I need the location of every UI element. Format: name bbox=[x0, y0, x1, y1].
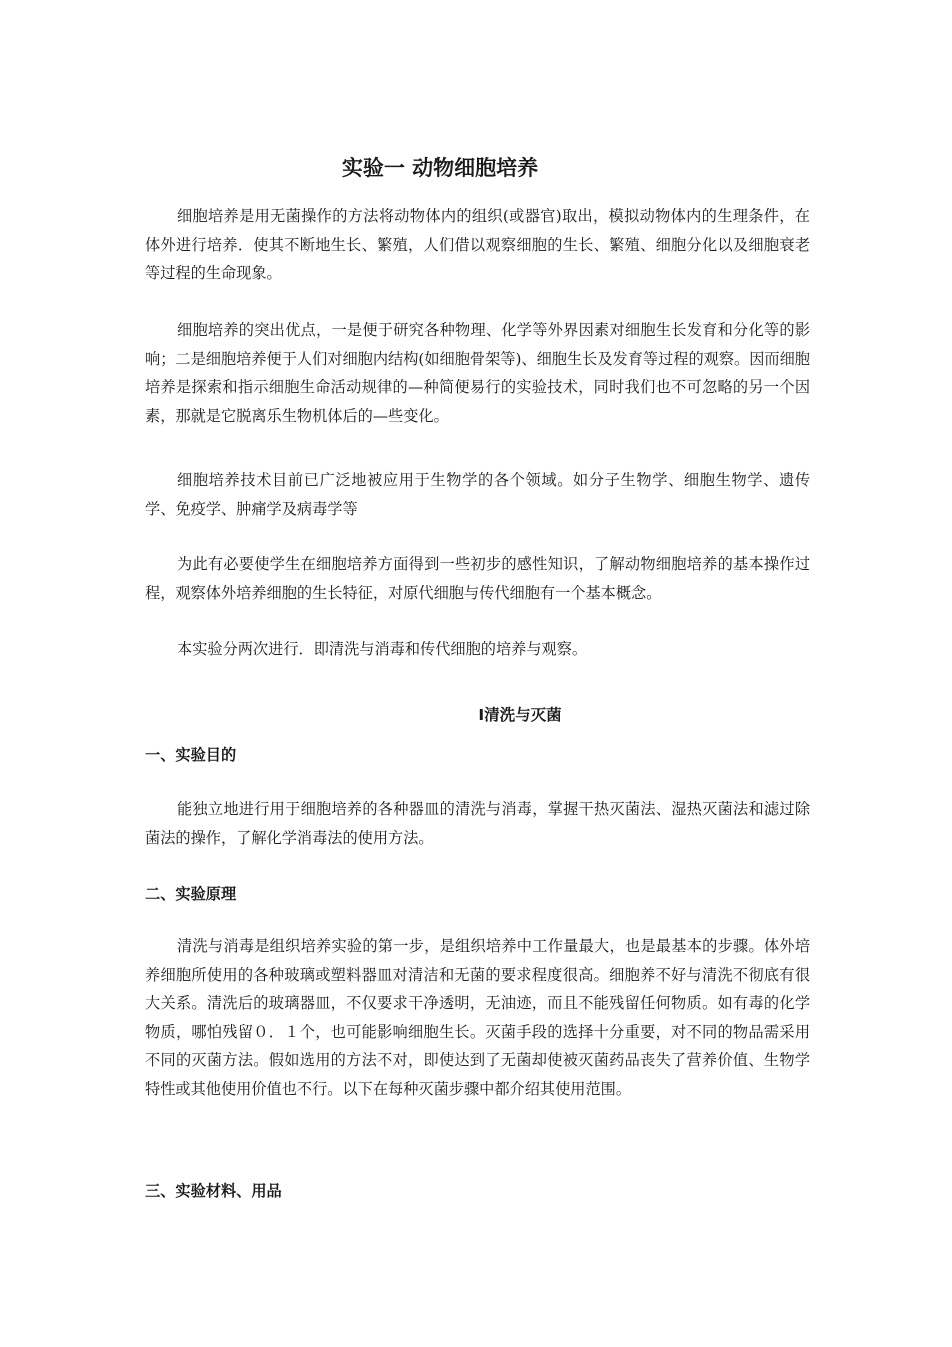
intro-paragraph-2: 细胞培养的突出优点，一是便于研究各种物理、化学等外界因素对细胞生长发育和分化等的影响；二是细胞培养便于人们对细胞内结构(如细胞骨架等)、细胞生长及发育等过程的观察。因而细胞培养是探索和指示细胞生命活动规律的—种简便易行的实验技术，同时我们也不可忽略的另一个因素，那就是它脱离乐生物机体后的—些变化。 bbox=[145, 321, 810, 425]
subsection-text-principle: 清洗与消毒是组织培养实验的第一步，是组织培养中工作量最大，也是最基本的步骤。体外培养细胞所使用的各种玻璃或塑料器皿对清洁和无菌的要求程度很高。细胞养不好与清洗不彻底有很大关系。清洗后的玻璃器皿，不仅要求干净透明，无油迹，而且不能残留任何物质。如有毒的化学物质，哪怕残留０．１个，也可能影响细胞生长。灭菌手段的选择十分重要，对不同的物品需采用不同的灭菌方法。假如选用的方法不对，即使达到了无菌却使被灭菌药品丧失了营养价值、生物学特性或其他使用价值也不行。以下在每种灭菌步骤中都介绍其使用范围。 bbox=[145, 937, 810, 1098]
intro-paragraph-5: 本实验分两次进行．即清洗与消毒和传代细胞的培养与观察。 bbox=[177, 640, 588, 658]
subsection-heading-purpose: 一、实验目的 bbox=[145, 746, 237, 764]
section-title: Ⅰ清洗与灭菌 bbox=[478, 705, 562, 724]
document-title: 实验一 动物细胞培养 bbox=[341, 156, 539, 181]
subsection-heading-principle: 二、实验原理 bbox=[145, 885, 237, 903]
intro-paragraph-1: 细胞培养是用无菌操作的方法将动物体内的组织(或器官)取出，模拟动物体内的生理条件，在体外进行培养．使其不断地生长、繁殖，人们借以观察细胞的生长、繁殖、细胞分化以及细胞衰老等过程的生命现象。 bbox=[145, 207, 810, 282]
subsection-heading-materials: 三、实验材料、用品 bbox=[145, 1182, 282, 1200]
subsection-text-purpose: 能独立地进行用于细胞培养的各种器皿的清洗与消毒，掌握干热灭菌法、湿热灭菌法和滤过除菌法的操作，了解化学消毒法的使用方法。 bbox=[145, 800, 810, 847]
intro-paragraph-3: 细胞培养技术目前已广泛地被应用于生物学的各个领域。如分子生物学、细胞生物学、遗传学、免疫学、肿痛学及病毒学等 bbox=[145, 471, 810, 518]
intro-paragraph-4: 为此有必要使学生在细胞培养方面得到一些初步的感性知识，了解动物细胞培养的基本操作过程，观察体外培养细胞的生长特征，对原代细胞与传代细胞有一个基本概念。 bbox=[145, 555, 810, 602]
